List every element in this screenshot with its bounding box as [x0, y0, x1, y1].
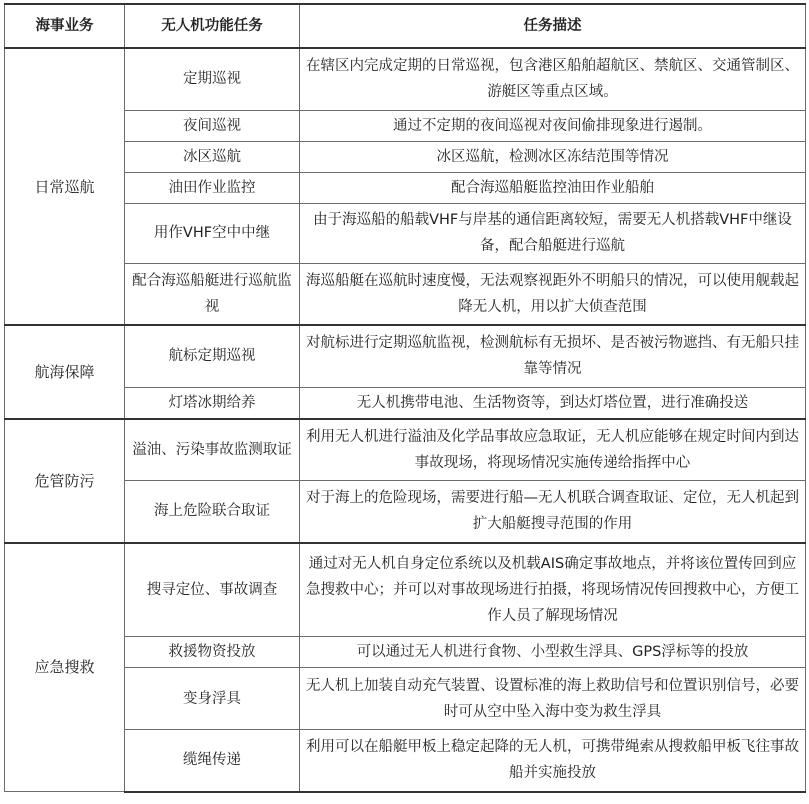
- table-row: [5, 481, 806, 543]
- desc-cell: 由于海巡船的船载VHF与岸基的通信距离较短，需要无人机搭载VHF中继设备，配合船艇进行巡航: [300, 203, 806, 263]
- task-cell: 油田作业监控: [125, 172, 300, 203]
- table-row: [5, 263, 806, 325]
- task-cell: 溢油、污染事故监测取证: [125, 419, 300, 481]
- table-row: [5, 141, 806, 172]
- desc-cell: 配合海巡船艇监控油田作业船舶: [300, 172, 806, 203]
- desc-cell: 无人机携带电池、生活物资等，到达灯塔位置，进行准确投送: [300, 387, 806, 419]
- desc-cell: 通过对无人机自身定位系统以及机载AIS确定事故地点，并将该位置传回到应急搜救中心；并可以对事故现场进行拍摄，将现场情况传回搜救中心，方便工作人员了解现场情况: [300, 543, 806, 637]
- header-uav-task: 无人机功能任务: [125, 4, 300, 48]
- task-cell: 用作VHF空中中继: [125, 203, 300, 263]
- task-cell: 救援物资投放: [125, 637, 300, 668]
- task-cell: 定期巡视: [125, 48, 300, 110]
- header-row: [5, 4, 806, 48]
- table-row: [5, 637, 806, 668]
- task-cell: 海上危险联合取证: [125, 481, 300, 543]
- table-row: [5, 48, 806, 110]
- desc-cell: 可以通过无人机进行食物、小型救生浮具、GPS浮标等的投放: [300, 637, 806, 668]
- desc-cell: 在辖区内完成定期的日常巡视，包含港区船舶超航区、禁航区、交通管制区、游艇区等重点区域。: [300, 48, 806, 110]
- task-cell: 缆绳传递: [125, 730, 300, 792]
- maritime-uav-task-table: [4, 3, 806, 793]
- category-cell: 应急搜救: [5, 543, 125, 792]
- category-cell: 日常巡航: [5, 48, 125, 325]
- task-cell: 夜间巡视: [125, 110, 300, 141]
- desc-cell: 对于海上的危险现场，需要进行船—无人机联合调查取证、定位，无人机起到扩大船艇搜寻范围的作用: [300, 481, 806, 543]
- table-row: [5, 730, 806, 792]
- header-business: 海事业务: [5, 4, 125, 48]
- task-cell: 冰区巡航: [125, 141, 300, 172]
- desc-cell: 利用无人机进行溢油及化学品事故应急取证，无人机应能够在规定时间内到达事故现场，将现场情况实施传递给指挥中心: [300, 419, 806, 481]
- table-row: [5, 668, 806, 730]
- task-cell: 搜寻定位、事故调查: [125, 543, 300, 637]
- desc-cell: 利用可以在船艇甲板上稳定起降的无人机，可携带绳索从搜救船甲板飞往事故船并实施投放: [300, 730, 806, 792]
- desc-cell: 无人机上加装自动充气装置、设置标准的海上救助信号和位置识别信号，必要时可从空中坠入海中变为救生浮具: [300, 668, 806, 730]
- category-cell: 危管防污: [5, 419, 125, 543]
- table-row: [5, 325, 806, 387]
- table-row: [5, 110, 806, 141]
- table-row: [5, 172, 806, 203]
- desc-cell: 冰区巡航，检测冰区冻结范围等情况: [300, 141, 806, 172]
- task-cell: 配合海巡船艇进行巡航监视: [125, 263, 300, 325]
- task-cell: 变身浮具: [125, 668, 300, 730]
- task-cell: 航标定期巡视: [125, 325, 300, 387]
- table-row: [5, 387, 806, 419]
- desc-cell: 海巡船艇在巡航时速度慢，无法观察视距外不明船只的情况，可以使用舰载起降无人机，用以扩大侦查范围: [300, 263, 806, 325]
- table-row: [5, 203, 806, 263]
- desc-cell: 通过不定期的夜间巡视对夜间偷排现象进行遏制。: [300, 110, 806, 141]
- category-cell: 航海保障: [5, 325, 125, 419]
- table-row: [5, 419, 806, 481]
- table-row: [5, 543, 806, 637]
- desc-cell: 对航标进行定期巡航监视，检测航标有无损坏、是否被污物遮挡、有无船只挂靠等情况: [300, 325, 806, 387]
- header-description: 任务描述: [300, 4, 806, 48]
- task-cell: 灯塔冰期给养: [125, 387, 300, 419]
